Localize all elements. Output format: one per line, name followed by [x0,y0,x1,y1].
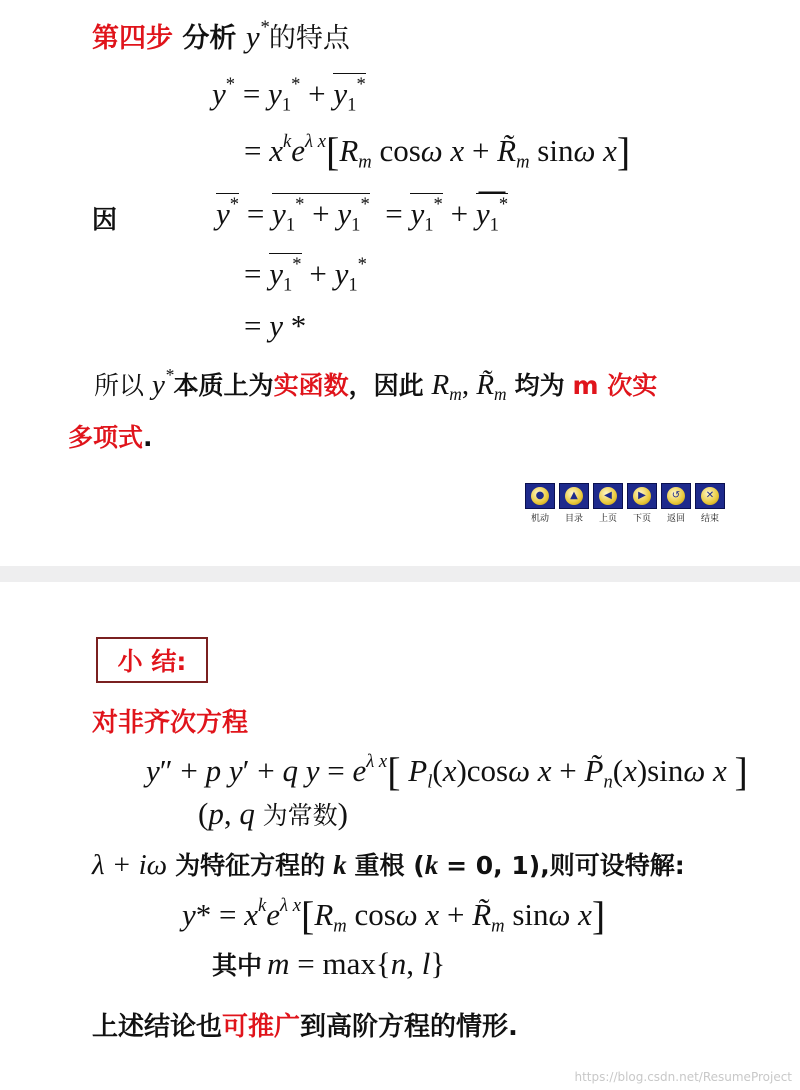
nav-label: 结束 [700,514,719,524]
step-text2: 的特点 [268,23,350,54]
watermark: https://blog.csdn.net/ResumeProject [574,1070,792,1084]
nav-label: 上页 [598,514,617,524]
nav-button-return[interactable] [661,483,691,524]
nav-button-prev[interactable] [593,483,623,524]
up-arrow-icon: ▲ [565,487,583,505]
section-heading: 对非齐次方程 [92,708,249,738]
conclusion-line-2: 多项式. [68,423,153,452]
slide-divider [0,566,800,582]
conclusion2: 到高阶方程的情形. [300,1012,518,1042]
circle-icon: ● [531,487,549,505]
step-text: 分析 [182,23,237,54]
nav-label: 下页 [632,514,651,524]
root-text2: 重根 ( [354,851,425,880]
particular-solution: $y* = x^ke^{\lambda x}[R_m$ cosω $x + R̃_m$ sinω x] [182,893,606,938]
step-label: 第四步 [92,23,173,54]
so-text2: 本质上为 [173,371,274,400]
return-icon: ↺ [667,487,685,505]
so-text3: ，因此 [348,371,424,400]
nav-button-jidong[interactable] [525,483,555,524]
equation-line-1: $y^* = y_1^* + y_1^*$ [212,74,366,116]
root-text1: 为特征方程的 [175,851,326,880]
degree-note: 其中 m = max{n, l} [212,946,446,981]
because-label: 因 [92,205,118,234]
nav-label: 返回 [666,514,685,524]
summary-box [96,637,208,683]
right-arrow-icon: ▶ [633,487,651,505]
equation-line-2: = $x^ke^{\lambda x}[R_m$ cosω $x + R̃_m$ sinω x] [244,129,631,174]
params-note-text: 为常数 [262,801,338,830]
nav-label: 目录 [564,514,583,524]
nav-label: 机动 [530,514,549,524]
equation-line-5: = y * [244,308,307,343]
root-text3: = 0, 1),则可设特解: [446,851,685,880]
conclusion-red: 可推广 [222,1012,301,1042]
equation-line-4: = $y_1^* + y_1^*$ [244,254,367,296]
nav-button-end[interactable] [695,483,725,524]
conclusion-line-1: 所以 y*本质上为实函数，因此 $R_m$, $R̃_m$ 均为 m 次实 [94,364,658,405]
conclusion1: 上述结论也 [92,1012,223,1042]
left-arrow-icon: ◀ [599,487,617,505]
nav-button-next[interactable] [627,483,657,524]
params-note: (p, q 为常数) [198,796,348,831]
slide-nav-bar [525,483,725,524]
close-icon: ✕ [701,487,719,505]
ode-equation: y″ + p y′ + q $y = e^{\lambda x}$[ $P_l(x)\cos\omega$ $x + P̃_n(x)\sin\omega$ x ] [146,749,748,794]
nav-button-contents[interactable] [559,483,589,524]
root-condition: λ + iω 为特征方程的 k 重根 (k = 0, 1),则可设特解: [92,849,685,881]
summary-title: 小 结: [117,647,187,676]
so-text4: 均为 [514,371,565,400]
where-text: 其中 [212,951,263,980]
so-red1: 实函数 [273,371,349,400]
so-text1: 所以 [94,371,145,400]
step-heading: 第四步 分析 y*的特点 [92,17,350,54]
final-conclusion [92,1006,518,1043]
equation-line-3: $y^* = y_1^* + y_1^* = y_1^* + y_1^*$ [216,194,509,236]
so-red3: 多项式 [68,423,144,452]
so-red2: m 次实 [572,371,658,400]
